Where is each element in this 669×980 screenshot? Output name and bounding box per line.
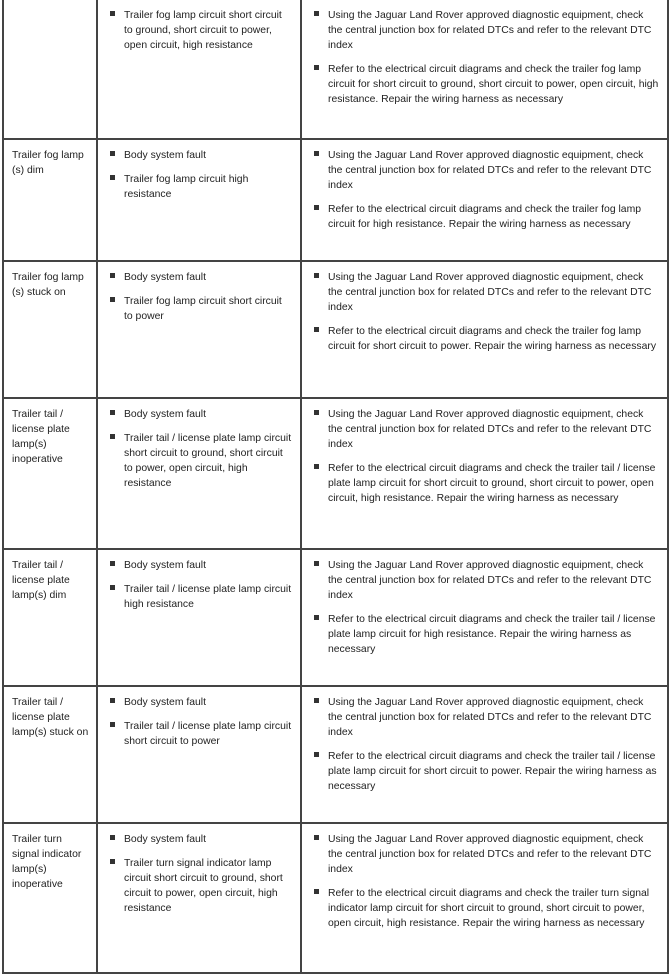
action-item xyxy=(310,270,659,315)
possible-causes-cell xyxy=(97,139,301,261)
action-item-text: Using the Jaguar Land Rover approved diagnostic equipment, check the central junction box for related DTCs and refer to the relevant DTC index xyxy=(328,834,652,875)
square-bullet-icon xyxy=(110,175,115,180)
possible-causes-cell xyxy=(97,261,301,398)
square-bullet-icon xyxy=(314,698,319,703)
symptom-chart-table xyxy=(2,0,669,974)
symptom-text: Trailer tail / license plate lamp(s) inoperative xyxy=(12,409,70,465)
symptom-cell xyxy=(3,823,97,973)
cause-item xyxy=(106,8,292,53)
symptom-cell xyxy=(3,398,97,549)
actions-list xyxy=(302,824,667,937)
square-bullet-icon xyxy=(110,11,115,16)
table-row xyxy=(3,549,668,686)
square-bullet-icon xyxy=(314,889,319,894)
square-bullet-icon xyxy=(314,752,319,757)
symptom-text: Trailer turn signal indicator lamp(s) inoperative xyxy=(12,834,82,890)
symptom-chart-body xyxy=(3,0,668,973)
action-item-text: Refer to the electrical circuit diagrams and check the trailer fog lamp circuit for high resistance. Repair the wiring harness as necessary xyxy=(328,204,642,230)
action-item xyxy=(310,324,659,354)
square-bullet-icon xyxy=(314,151,319,156)
actions-list xyxy=(302,687,667,800)
possible-causes-cell xyxy=(97,549,301,686)
square-bullet-icon xyxy=(110,297,115,302)
causes-list xyxy=(98,550,300,618)
action-item-text: Using the Jaguar Land Rover approved diagnostic equipment, check the central junction box for related DTCs and refer to the relevant DTC index xyxy=(328,272,652,313)
cause-item-text: Trailer fog lamp circuit short circuit to power xyxy=(124,296,282,322)
possible-causes-cell xyxy=(97,398,301,549)
action-item-text: Refer to the electrical circuit diagrams and check the trailer fog lamp circuit for short circuit to power. Repair the wiring harness as necessary xyxy=(328,326,657,352)
actions-list xyxy=(302,0,667,113)
cause-item xyxy=(106,407,292,422)
table-row xyxy=(3,823,668,973)
causes-list xyxy=(98,824,300,922)
action-cell xyxy=(301,398,668,549)
action-item xyxy=(310,148,659,193)
action-item-text: Using the Jaguar Land Rover approved diagnostic equipment, check the central junction box for related DTCs and refer to the relevant DTC index xyxy=(328,10,652,51)
cause-item-text: Body system fault xyxy=(124,409,207,420)
table-row xyxy=(3,0,668,139)
square-bullet-icon xyxy=(314,835,319,840)
action-item xyxy=(310,202,659,232)
cause-item xyxy=(106,294,292,324)
table-row xyxy=(3,261,668,398)
square-bullet-icon xyxy=(110,410,115,415)
symptom-text: Trailer fog lamp (s) stuck on xyxy=(12,272,84,298)
cause-item-text: Trailer tail / license plate lamp circuit short circuit to power xyxy=(124,721,292,747)
possible-causes-cell xyxy=(97,0,301,139)
action-cell xyxy=(301,261,668,398)
action-cell xyxy=(301,0,668,139)
action-item-text: Refer to the electrical circuit diagrams and check the trailer turn signal indicator lamp circuit for short circuit to ground, short circuit to power, open circuit, high resistance. Repair the wiring harness as necessary xyxy=(328,888,650,929)
square-bullet-icon xyxy=(110,835,115,840)
actions-list xyxy=(302,140,667,238)
action-item-text: Using the Jaguar Land Rover approved diagnostic equipment, check the central junction box for related DTCs and refer to the relevant DTC index xyxy=(328,697,652,738)
cause-item-text: Body system fault xyxy=(124,697,207,708)
square-bullet-icon xyxy=(314,65,319,70)
square-bullet-icon xyxy=(110,273,115,278)
square-bullet-icon xyxy=(314,11,319,16)
cause-item xyxy=(106,558,292,573)
possible-causes-cell xyxy=(97,686,301,823)
action-item xyxy=(310,407,659,452)
action-item xyxy=(310,612,659,657)
square-bullet-icon xyxy=(110,561,115,566)
symptom-text: Trailer tail / license plate lamp(s) stuck on xyxy=(12,697,89,738)
actions-list xyxy=(302,262,667,360)
action-item-text: Refer to the electrical circuit diagrams and check the trailer tail / license plate lamp circuit for high resistance. Repair the wiring harness as necessary xyxy=(328,614,656,655)
square-bullet-icon xyxy=(110,698,115,703)
cause-item-text: Trailer fog lamp circuit short circuit to ground, short circuit to power, open circuit, high resistance xyxy=(124,10,282,51)
cause-item-text: Trailer tail / license plate lamp circuit high resistance xyxy=(124,584,292,610)
action-item-text: Using the Jaguar Land Rover approved diagnostic equipment, check the central junction box for related DTCs and refer to the relevant DTC index xyxy=(328,560,652,601)
cause-item xyxy=(106,832,292,847)
square-bullet-icon xyxy=(314,205,319,210)
action-item xyxy=(310,558,659,603)
square-bullet-icon xyxy=(110,859,115,864)
causes-list xyxy=(98,687,300,755)
cause-item-text: Trailer turn signal indicator lamp circuit short circuit to ground, short circuit to power, open circuit, high resistance xyxy=(124,858,283,914)
cause-item-text: Body system fault xyxy=(124,272,207,283)
cause-item xyxy=(106,431,292,491)
action-item-text: Refer to the electrical circuit diagrams and check the trailer tail / license plate lamp circuit for short circuit to ground, short circuit to power, open circuit, high resistance. Repair the wiring harness as necessary xyxy=(328,463,656,504)
square-bullet-icon xyxy=(110,434,115,439)
square-bullet-icon xyxy=(314,561,319,566)
action-item xyxy=(310,749,659,794)
action-item xyxy=(310,695,659,740)
cause-item xyxy=(106,582,292,612)
action-item xyxy=(310,461,659,506)
cause-item-text: Body system fault xyxy=(124,834,207,845)
symptom-cell xyxy=(3,261,97,398)
cause-item xyxy=(106,270,292,285)
actions-list xyxy=(302,550,667,663)
cause-item xyxy=(106,856,292,916)
symptom-cell xyxy=(3,139,97,261)
action-item-text: Using the Jaguar Land Rover approved diagnostic equipment, check the central junction box for related DTCs and refer to the relevant DTC index xyxy=(328,409,652,450)
action-item xyxy=(310,8,659,53)
table-row xyxy=(3,398,668,549)
square-bullet-icon xyxy=(110,585,115,590)
causes-list xyxy=(98,262,300,330)
square-bullet-icon xyxy=(314,464,319,469)
action-cell xyxy=(301,823,668,973)
square-bullet-icon xyxy=(314,410,319,415)
causes-list xyxy=(98,0,300,59)
table-row xyxy=(3,139,668,261)
action-cell xyxy=(301,549,668,686)
cause-item xyxy=(106,695,292,710)
causes-list xyxy=(98,399,300,497)
cause-item xyxy=(106,172,292,202)
action-item xyxy=(310,832,659,877)
square-bullet-icon xyxy=(314,273,319,278)
action-item-text: Refer to the electrical circuit diagrams and check the trailer tail / license plate lamp circuit for short circuit to power. Repair the wiring harness as necessary xyxy=(328,751,657,792)
symptom-cell xyxy=(3,549,97,686)
square-bullet-icon xyxy=(110,151,115,156)
square-bullet-icon xyxy=(110,722,115,727)
symptom-text: Trailer tail / license plate lamp(s) dim xyxy=(12,560,70,601)
possible-causes-cell xyxy=(97,823,301,973)
action-item xyxy=(310,886,659,931)
symptom-text xyxy=(4,0,96,8)
square-bullet-icon xyxy=(314,327,319,332)
action-item-text: Refer to the electrical circuit diagrams and check the trailer fog lamp circuit for short circuit to ground, short circuit to power, open circuit, high resistance. Repair the wiring harness as necessary xyxy=(328,64,659,105)
symptom-text: Trailer fog lamp (s) dim xyxy=(12,150,84,176)
action-cell xyxy=(301,686,668,823)
action-item xyxy=(310,62,659,107)
symptom-cell xyxy=(3,0,97,139)
symptom-cell xyxy=(3,686,97,823)
cause-item-text: Body system fault xyxy=(124,150,207,161)
cause-item-text: Trailer fog lamp circuit high resistance xyxy=(124,174,249,200)
cause-item-text: Trailer tail / license plate lamp circuit short circuit to ground, short circuit to power, open circuit, high resistance xyxy=(124,433,292,489)
square-bullet-icon xyxy=(314,615,319,620)
actions-list xyxy=(302,399,667,512)
causes-list xyxy=(98,140,300,208)
cause-item xyxy=(106,719,292,749)
action-cell xyxy=(301,139,668,261)
action-item-text: Using the Jaguar Land Rover approved diagnostic equipment, check the central junction box for related DTCs and refer to the relevant DTC index xyxy=(328,150,652,191)
cause-item-text: Body system fault xyxy=(124,560,207,571)
cause-item xyxy=(106,148,292,163)
table-row xyxy=(3,686,668,823)
